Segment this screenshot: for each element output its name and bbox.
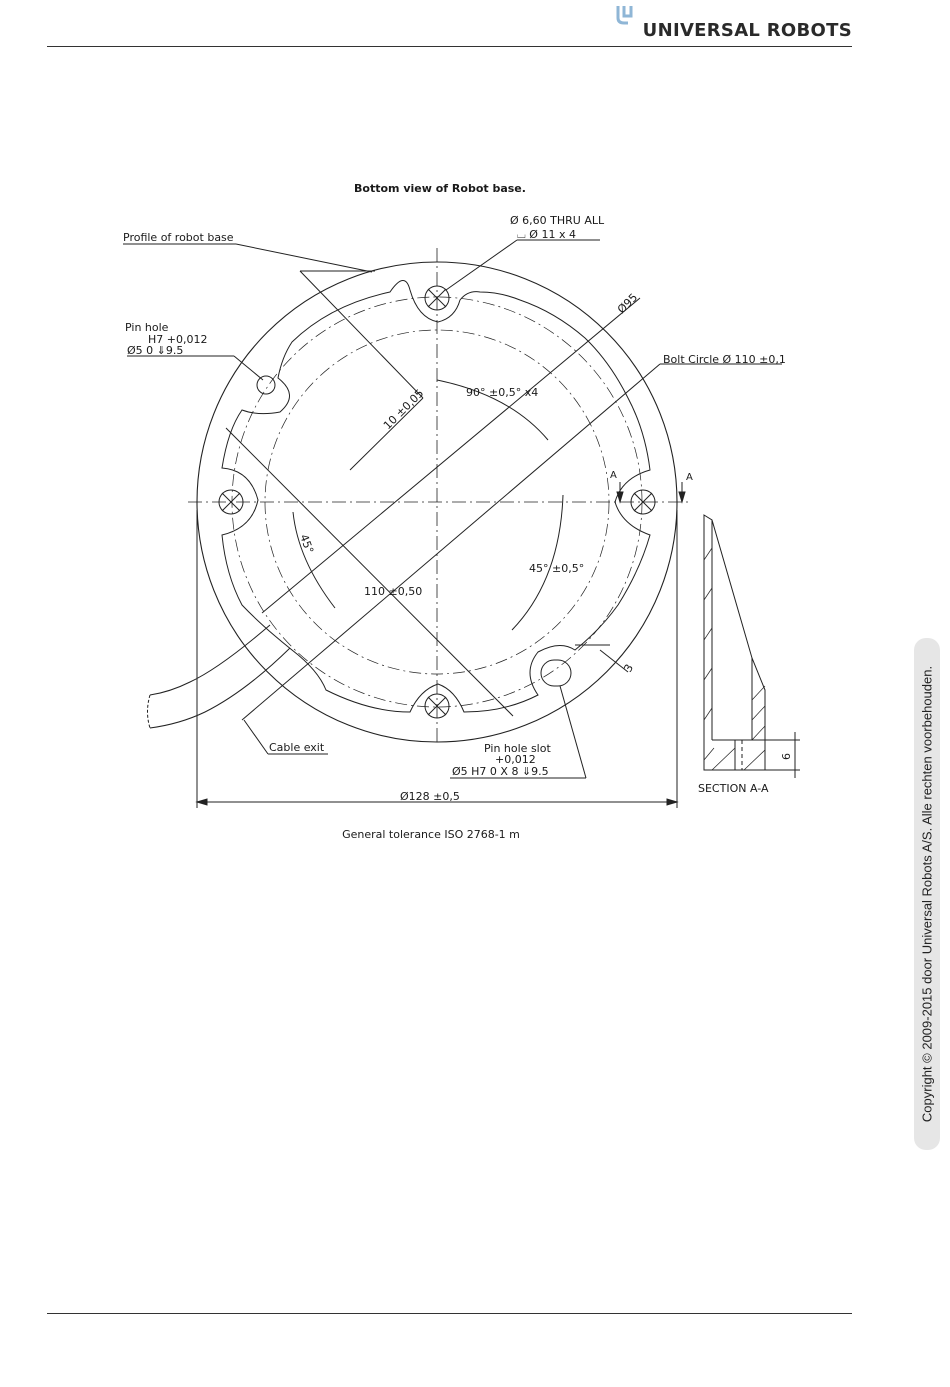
label-pin-hole-spec: Ø5 0 ⇓9.5 <box>127 344 184 357</box>
label-thru-all: Ø 6,60 THRU ALL <box>510 214 605 227</box>
label-pin-slot-tol: +0,012 <box>495 753 536 766</box>
label-dia95: Ø95 <box>614 290 641 317</box>
label-angle-90: 90° ±0,5° x4 <box>466 386 539 399</box>
label-angle-45: 45° <box>297 532 317 556</box>
brand-name: UNIVERSAL ROBOTS <box>642 20 852 41</box>
label-section-title: SECTION A-A <box>698 782 769 795</box>
label-pin-slot: Pin hole slot <box>484 742 551 755</box>
footer-divider <box>47 1313 852 1314</box>
label-pin-hole-tol: H7 +0,012 <box>148 333 208 346</box>
label-pin-slot-spec: Ø5 H7 0 X 8 ⇓9.5 <box>452 765 549 778</box>
tolerance-note: General tolerance ISO 2768-1 m <box>342 828 520 841</box>
label-dim-110: 110 ±0,50 <box>364 585 423 598</box>
label-dia128: Ø128 ±0,5 <box>400 790 460 803</box>
label-section-a-right: A <box>686 472 693 483</box>
label-dim-10: 10 ±0,05 <box>380 386 427 433</box>
label-profile: Profile of robot base <box>123 231 234 244</box>
label-counterbore: ⌴ Ø 11 x 4 <box>517 228 576 241</box>
copyright-notice: Copyright © 2009-2015 door Universal Robots A/S. Alle rechten voorbehouden. <box>919 665 935 1123</box>
label-cable-exit: Cable exit <box>269 741 325 754</box>
label-angle-45-tol: 45° ±0,5° <box>529 562 585 575</box>
label-dim-6: 6 <box>780 753 793 760</box>
label-pin-hole: Pin hole <box>125 321 169 334</box>
label-bolt-circle: Bolt Circle Ø 110 ±0,1 <box>663 353 786 366</box>
label-section-a-left: A <box>610 470 617 481</box>
label-dim-3: 3 <box>621 661 637 675</box>
drawing-title: Bottom view of Robot base. <box>354 182 526 195</box>
